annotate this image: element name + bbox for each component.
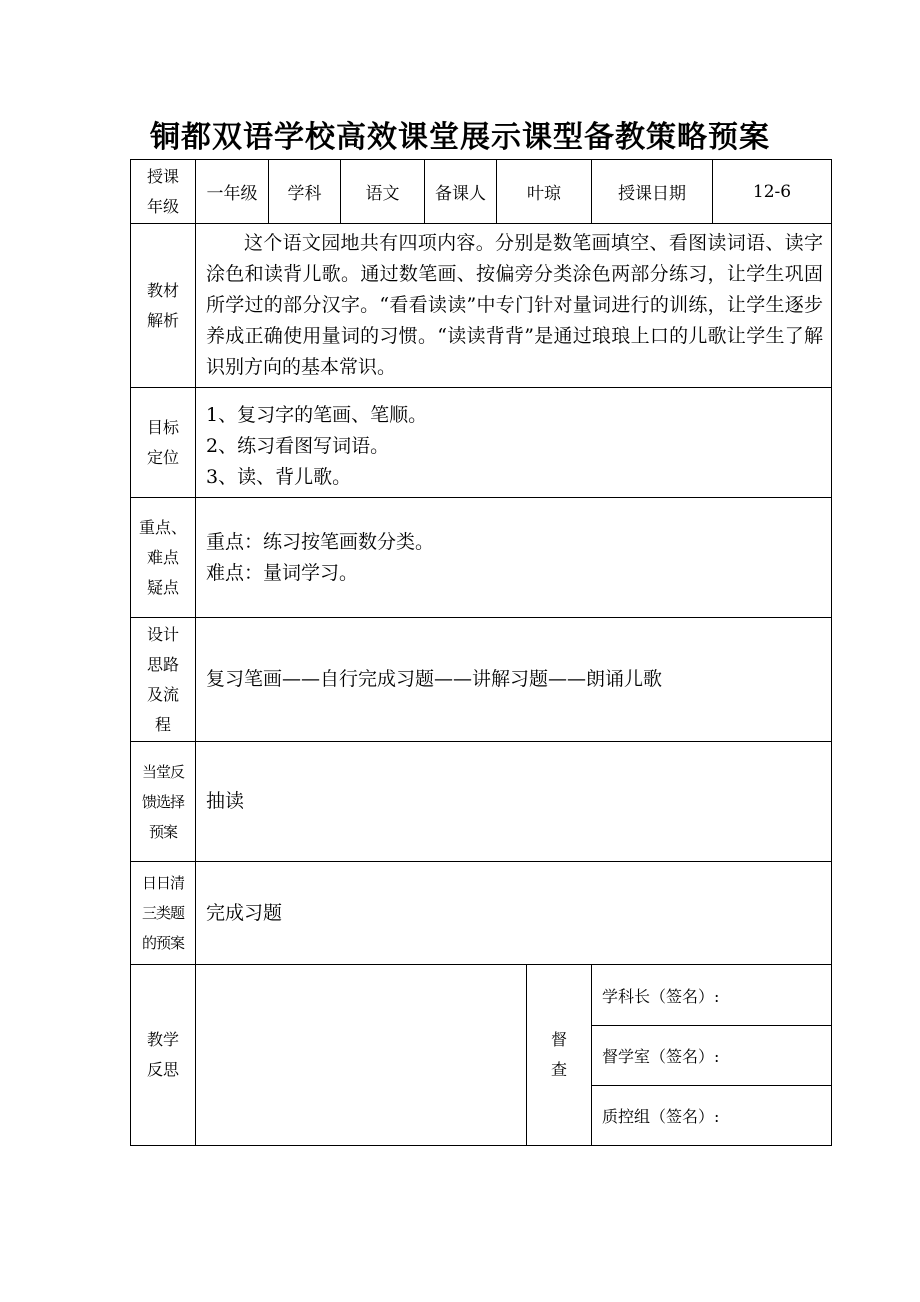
- date-label: 授课日期: [592, 160, 713, 224]
- design-label-line: 思路: [146, 654, 179, 674]
- key-points-label-line: 疑点: [146, 577, 179, 597]
- key-points-row: [131, 498, 832, 618]
- supervise-label-line: 督: [550, 1030, 567, 1049]
- preparer-label: 备课人: [425, 160, 497, 224]
- key-points-label-cell: [131, 498, 196, 618]
- feedback-label-line: 预案: [148, 822, 177, 841]
- goal-item: 3、读、背儿歌。: [206, 466, 352, 488]
- daily-label-line: 日日清: [141, 874, 184, 892]
- signature-subject-head[interactable]: 学科长（签名）:: [592, 965, 832, 1026]
- subject-label: 学科: [269, 160, 341, 224]
- daily-text: 完成习题: [206, 901, 283, 924]
- supervise-label-cell: [527, 965, 592, 1146]
- analysis-label-cell: [131, 224, 196, 388]
- signature-supervision-office[interactable]: 督学室（签名）:: [592, 1026, 832, 1086]
- signature-quality-control[interactable]: 质控组（签名）:: [592, 1086, 832, 1146]
- goals-row: [131, 388, 832, 498]
- preparer-value: 叶琼: [497, 160, 592, 224]
- daily-label-line: 的预案: [141, 934, 184, 952]
- key-points-content-cell: [196, 498, 832, 618]
- feedback-content-cell: [196, 742, 832, 862]
- goals-content-cell: [196, 388, 832, 498]
- design-row: [131, 618, 832, 742]
- header-row: [131, 160, 832, 224]
- feedback-label-cell: [131, 742, 196, 862]
- daily-content-cell: [196, 862, 832, 965]
- goals-label-line: 目标: [146, 417, 179, 437]
- reflection-label-line: 反思: [146, 1060, 179, 1079]
- grade-label-line: 授课: [146, 166, 179, 186]
- reflection-label-cell: [131, 965, 196, 1146]
- supervise-label-line: 查: [550, 1060, 567, 1079]
- analysis-content-cell: [196, 224, 832, 388]
- daily-row: [131, 862, 832, 965]
- key-points-label-line: 难点: [146, 547, 179, 567]
- design-label-line: 及流: [146, 684, 179, 704]
- feedback-row: [131, 742, 832, 862]
- goals-label-cell: [131, 388, 196, 498]
- difficulty-line: 难点：量词学习。: [206, 561, 359, 584]
- design-label-line: 程: [154, 714, 171, 734]
- design-label-line: 设计: [146, 624, 179, 644]
- analysis-text: 这个语文园地共有四项内容。分别是数笔画填空、看图读词语、读字涂色和读背儿歌。通过数笔画、按偏旁分类涂色两部分练习，让学生巩固所学过的部分汉字。“看看读读”中专门针对量词进行的训练，让学生逐步养成正确使用量词的习惯。“读读背背”是通过琅琅上口的儿歌让学生了解识别方向的基本常识。: [206, 232, 823, 378]
- key-point-line: 重点：练习按笔画数分类。: [206, 530, 435, 553]
- grade-label-cell: [131, 160, 196, 224]
- reflection-content-cell[interactable]: [196, 965, 527, 1146]
- feedback-label-line: 馈选择: [141, 792, 184, 811]
- daily-label-cell: [131, 862, 196, 965]
- design-content-cell: [196, 618, 832, 742]
- feedback-label-line: 当堂反: [141, 762, 184, 781]
- goals-label-line: 定位: [146, 447, 179, 467]
- feedback-text: 抽读: [206, 790, 245, 812]
- key-points-label-line: 重点、: [138, 517, 187, 537]
- reflection-label-line: 教学: [146, 1030, 179, 1049]
- daily-label-line: 三类题: [141, 904, 184, 922]
- grade-value: 一年级: [196, 160, 269, 224]
- grade-label-line: 年级: [146, 196, 179, 216]
- design-label-cell: [131, 618, 196, 742]
- page-title: 铜都双语学校高效课堂展示课型备教策略预案: [150, 120, 770, 155]
- analysis-row: [131, 224, 832, 388]
- goal-item: 1、复习字的笔画、笔顺。: [206, 404, 428, 426]
- analysis-label-line: 教材: [146, 280, 179, 300]
- subject-value: 语文: [341, 160, 425, 224]
- design-flow-text: 复习笔画——自行完成习题——讲解习题——朗诵儿歌: [206, 668, 663, 690]
- analysis-label-line: 解析: [146, 310, 179, 330]
- reflection-row: [131, 965, 832, 1026]
- date-value: 12-6: [713, 160, 832, 224]
- lesson-plan-table: [130, 159, 832, 1146]
- goal-item: 2、练习看图写词语。: [206, 435, 390, 457]
